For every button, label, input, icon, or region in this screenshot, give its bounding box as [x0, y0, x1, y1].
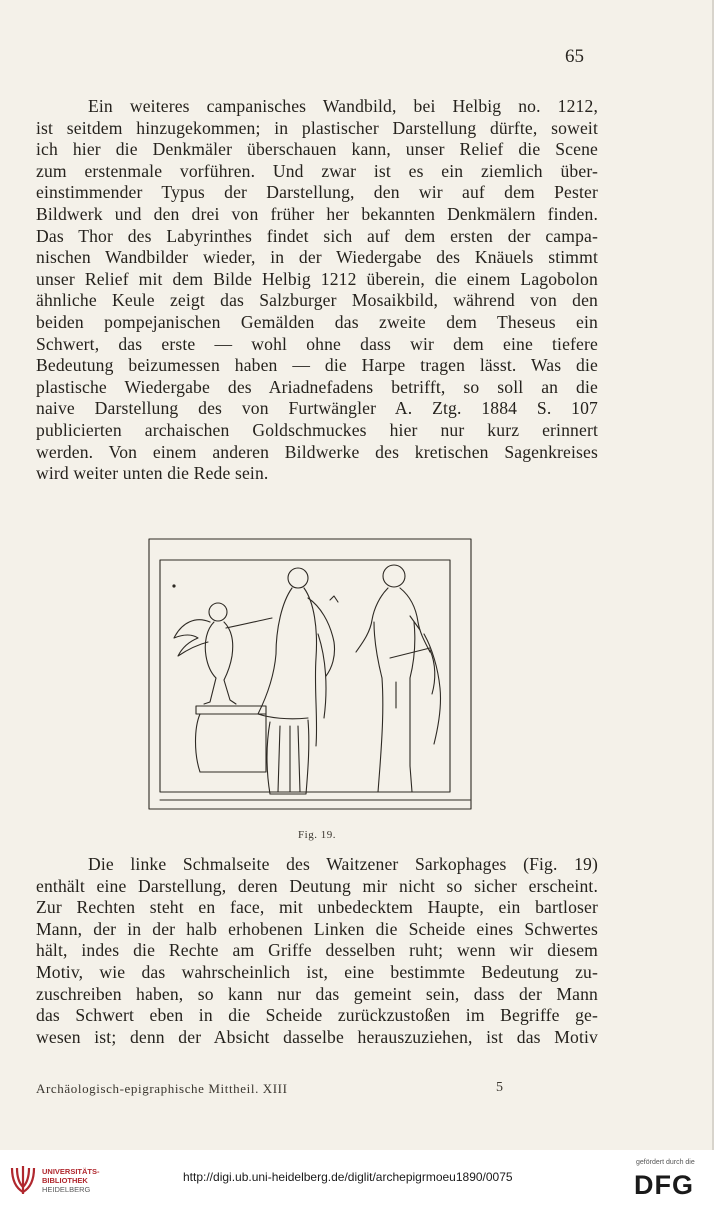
library-name-line: UNIVERSITÄTS-	[42, 1167, 100, 1176]
text-line: zuschreiben haben, so kann nur das gemeint sein, dass der Mann	[36, 983, 598, 1004]
text-line: ähnliche Keule zeigt das Salzburger Mosaikbild, während von den	[36, 290, 598, 311]
figure-caption: Fig. 19.	[298, 829, 336, 841]
text-line: naive Darstellung des von Furtwängler A. Ztg. 1884 S. 107	[36, 398, 598, 419]
text-line: Schwert, das erste — wohl ohne dass wir dem eine tiefere	[36, 333, 598, 354]
text-line: ich hier die Denkmäler überschauen kann, unser Relief die Scene	[36, 139, 598, 160]
text-line: Motiv, wie das wahrscheinlich ist, eine bestimmte Bedeutung zu-	[36, 961, 598, 982]
text-line: Zur Rechten steht en face, mit unbedecktem Haupte, ein bartloser	[36, 897, 598, 918]
library-name-line: HEIDELBERG	[42, 1185, 91, 1194]
text-line: das Schwert eben in die Scheide zurückzustoßen im Begriffe ge-	[36, 1005, 598, 1026]
viewer-footer-bar	[0, 1152, 714, 1209]
funded-by-label: gefördert durch die	[636, 1159, 695, 1166]
text-line: hält, indes die Rechte am Griffe desselben ruht; wenn wir diesem	[36, 940, 598, 961]
paragraph-1	[36, 96, 598, 485]
text-line: Die linke Schmalseite des Waitzener Sarkophages (Fig. 19)	[88, 854, 598, 874]
signature-mark: 5	[496, 1080, 503, 1095]
text-line: Ein weiteres campanisches Wandbild, bei Helbig no. 1212,	[88, 96, 598, 116]
text-line: Das Thor des Labyrinthes findet sich auf dem ersten der campa-	[36, 225, 598, 246]
dfg-logo[interactable]: DFG	[634, 1170, 694, 1200]
text-line: nischen Wandbilder wieder, in der Wiedergabe des Knäuels stimmt	[36, 247, 598, 268]
text-line: Bedeutung beizumessen haben — die Harpe tragen lässt. Was die	[36, 355, 598, 376]
journal-footer: Archäologisch-epigraphische Mittheil. XIII	[36, 1081, 288, 1096]
text-line: Mann, der in der halb erhobenen Linken die Scheide eines Schwertes	[36, 918, 598, 939]
text-line: zum erstenmale vorführen. Und zwar ist es ein ziemlich über-	[36, 160, 598, 181]
text-line: publicierten archaischen Goldschmuckes hier nur kurz erinnert	[36, 419, 598, 440]
page-number: 65	[565, 46, 584, 67]
text-line: wird weiter unten die Rede sein.	[36, 463, 269, 484]
text-line: wesen ist; denn der Absicht dasselbe herauszuziehen, ist das Motiv	[36, 1026, 598, 1047]
text-line: enthält eine Darstellung, deren Deutung mir nicht so sicher erscheint.	[36, 875, 598, 896]
text-line: beiden pompejanischen Gemälden das zweite dem Theseus ein	[36, 311, 598, 332]
relief-drawing-icon	[148, 538, 472, 810]
text-line: Bildwerk und den drei von früher her bekannten Denkmälern finden.	[36, 203, 598, 224]
text-line: werden. Von einem anderen Bildwerke des kretischen Sagenkreises	[36, 441, 598, 462]
text-line: ist seitdem hinzugekommen; in plastischer Darstellung dürfte, soweit	[36, 117, 598, 138]
text-line: plastische Wiedergabe des Ariadnefadens betrifft, so soll an die	[36, 376, 598, 397]
text-line: unser Relief mit dem Bilde Helbig 1212 überein, die einem Lagobolon	[36, 268, 598, 289]
library-name[interactable]	[42, 1167, 100, 1194]
paragraph-2	[36, 854, 598, 1048]
university-library-logo-icon[interactable]	[8, 1162, 38, 1198]
text-line: einstimmender Typus der Darstellung, den wir auf dem Pester	[36, 182, 598, 203]
permalink-url[interactable]: http://digi.ub.uni-heidelberg.de/diglit/archepigrmoeu1890/0075	[183, 1170, 513, 1184]
library-name-line: BIBLIOTHEK	[42, 1176, 88, 1185]
